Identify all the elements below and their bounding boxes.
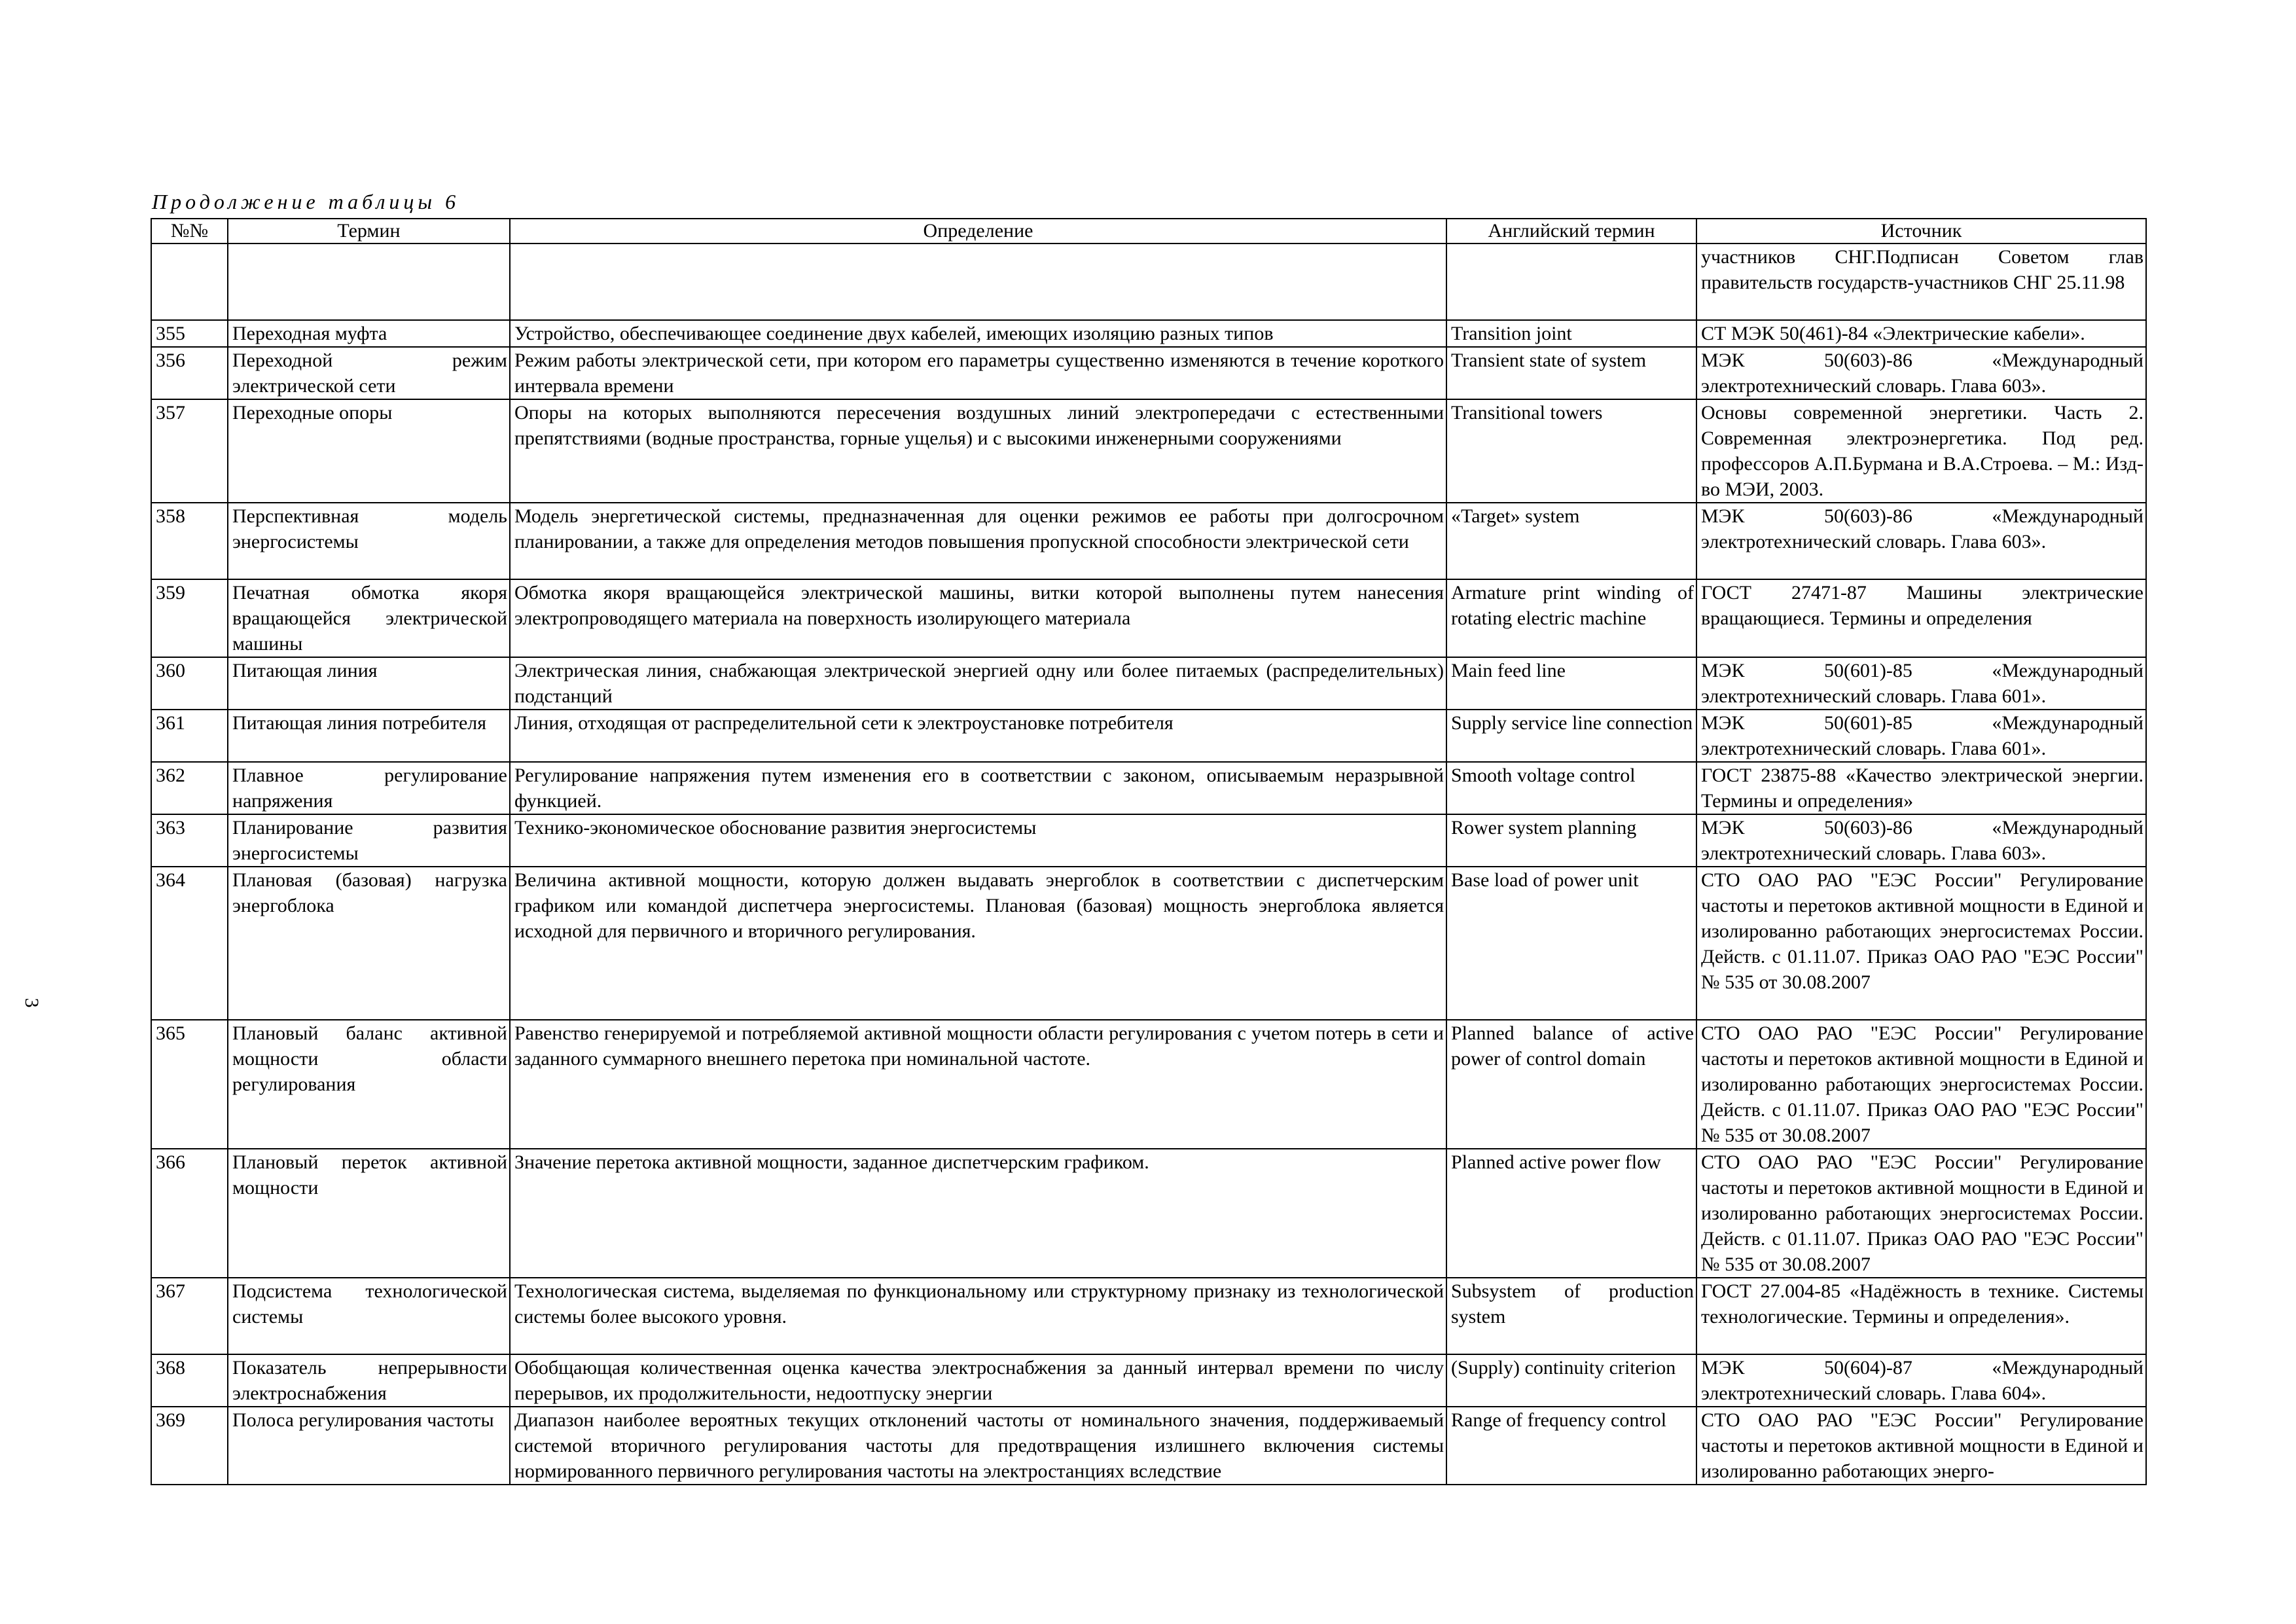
cell-number: 369 [151, 1407, 228, 1485]
terms-table [151, 218, 2147, 1485]
cell-source: ГОСТ 27.004-85 «Надёжность в технике. Системы технологические. Термины и определения». [1696, 1278, 2146, 1354]
cell-number: 362 [151, 762, 228, 814]
cell-source: МЭК 50(601)-85 «Международный электротехнический словарь. Глава 601». [1696, 657, 2146, 710]
cell-definition: Диапазон наиболее вероятных текущих отклонений частоты от номинального значения, поддерживаемый системой вторичного регулирования частоты для предотвращения излишнего включения системы нормированного первичного регулирования частоты на электростанциях вследствие [510, 1407, 1446, 1485]
cell-definition: Обобщающая количественная оценка качества электроснабжения за данный интервал времени по числу перерывов, их продолжительности, недоотпуску энергии [510, 1354, 1446, 1407]
cell-source: СТ МЭК 50(461)-84 «Электрические кабели». [1696, 320, 2146, 347]
table-row [151, 867, 2146, 1020]
cell-term: Питающая линия потребителя [228, 710, 510, 762]
table-row [151, 244, 2146, 320]
cell-english-term: Armature print winding of rotating electric machine [1446, 579, 1696, 657]
cell-english-term: (Supply) continuity criterion [1446, 1354, 1696, 1407]
cell-english-term: Subsystem of production system [1446, 1278, 1696, 1354]
cell-source: СТО ОАО РАО "ЕЭС России" Регулирование частоты и перетоков активной мощности в Единой и изолированно работающих энергосистемах России. Действ. с 01.11.07. Приказ ОАО РАО "ЕЭС России" № 535 от 30.08.2007 [1696, 867, 2146, 1020]
cell-term: Плановая (базовая) нагрузка энергоблока [228, 867, 510, 1020]
cell-number: 358 [151, 503, 228, 579]
table-row [151, 762, 2146, 814]
cell-source: Основы современной энергетики. Часть 2. Современная электроэнергетика. Под ред. профессоров А.П.Бурмана и В.А.Строева. – М.: Изд-во МЭИ, 2003. [1696, 399, 2146, 503]
cell-term: Плановый баланс активной мощности области регулирования [228, 1020, 510, 1149]
cell-definition [510, 244, 1446, 320]
cell-source: МЭК 50(601)-85 «Международный электротехнический словарь. Глава 601». [1696, 710, 2146, 762]
cell-definition: Опоры на которых выполняются пересечения воздушных линий электропередачи с естественными препятствиями (водные пространства, горные ущелья) и с высокими инженерными сооружениями [510, 399, 1446, 503]
cell-source: МЭК 50(603)-86 «Международный электротехнический словарь. Глава 603». [1696, 814, 2146, 867]
cell-number: 355 [151, 320, 228, 347]
cell-english-term [1446, 244, 1696, 320]
cell-definition: Равенство генерируемой и потребляемой активной мощности области регулирования с учетом потерь в сети и заданного суммарного внешнего перетока при номинальной частоте. [510, 1020, 1446, 1149]
table-row [151, 347, 2146, 399]
cell-source: СТО ОАО РАО "ЕЭС России" Регулирование частоты и перетоков активной мощности в Единой и изолированно работающих энергосистемах России. Действ. с 01.11.07. Приказ ОАО РАО "ЕЭС России" № 535 от 30.08.2007 [1696, 1149, 2146, 1278]
cell-number: 363 [151, 814, 228, 867]
table-row [151, 1020, 2146, 1149]
cell-definition: Значение перетока активной мощности, заданное диспетчерским графиком. [510, 1149, 1446, 1278]
cell-term: Планирование развития энергосистемы [228, 814, 510, 867]
cell-source: СТО ОАО РАО "ЕЭС России" Регулирование частоты и перетоков активной мощности в Единой и изолированно работающих энергосистемах России. Действ. с 01.11.07. Приказ ОАО РАО "ЕЭС России" № 535 от 30.08.2007 [1696, 1020, 2146, 1149]
cell-definition: Линия, отходящая от распределительной сети к электроустановке потребителя [510, 710, 1446, 762]
cell-number [151, 244, 228, 320]
cell-english-term: Transitional towers [1446, 399, 1696, 503]
cell-term: Питающая линия [228, 657, 510, 710]
header-source: Источник [1696, 219, 2146, 244]
page-number: 3 [21, 998, 43, 1008]
cell-term: Перспективная модель энергосистемы [228, 503, 510, 579]
cell-term: Плановый переток активной мощности [228, 1149, 510, 1278]
cell-english-term: «Target» system [1446, 503, 1696, 579]
cell-english-term: Planned active power flow [1446, 1149, 1696, 1278]
cell-term: Показатель непрерывности электроснабжения [228, 1354, 510, 1407]
cell-source: ГОСТ 23875-88 «Качество электрической энергии. Термины и определения» [1696, 762, 2146, 814]
cell-number: 366 [151, 1149, 228, 1278]
cell-definition: Электрическая линия, снабжающая электрической энергией одну или более питаемых (распределительных) подстанций [510, 657, 1446, 710]
cell-number: 367 [151, 1278, 228, 1354]
cell-source: участников СНГ.Подписан Советом глав правительств государств-участников СНГ 25.11.98 [1696, 244, 2146, 320]
table-row [151, 1149, 2146, 1278]
cell-term: Плавное регулирование напряжения [228, 762, 510, 814]
cell-number: 359 [151, 579, 228, 657]
cell-source: МЭК 50(603)-86 «Международный электротехнический словарь. Глава 603». [1696, 503, 2146, 579]
cell-term: Печатная обмотка якоря вращающейся электрической машины [228, 579, 510, 657]
cell-source: МЭК 50(604)-87 «Международный электротехнический словарь. Глава 604». [1696, 1354, 2146, 1407]
cell-source: ГОСТ 27471-87 Машины электрические вращающиеся. Термины и определения [1696, 579, 2146, 657]
cell-definition: Величина активной мощности, которую должен выдавать энергоблок в соответствии с диспетчерским графиком или командой диспетчера энергосистемы. Плановая (базовая) мощность энергоблока является исходной для первичного и вторичного регулирования. [510, 867, 1446, 1020]
cell-term [228, 244, 510, 320]
table-row [151, 814, 2146, 867]
table-row [151, 1354, 2146, 1407]
cell-term: Переходные опоры [228, 399, 510, 503]
cell-term: Полоса регулирования частоты [228, 1407, 510, 1485]
cell-definition: Режим работы электрической сети, при котором его параметры существенно изменяются в течение короткого интервала времени [510, 347, 1446, 399]
cell-source: СТО ОАО РАО "ЕЭС России" Регулирование частоты и перетоков активной мощности в Единой и изолированно работающих энерго- [1696, 1407, 2146, 1485]
cell-english-term: Rower system planning [1446, 814, 1696, 867]
header-number: №№ [151, 219, 228, 244]
table-header-row [151, 219, 2146, 244]
cell-english-term: Transition joint [1446, 320, 1696, 347]
cell-english-term: Planned balance of active power of control domain [1446, 1020, 1696, 1149]
cell-term: Подсистема технологической системы [228, 1278, 510, 1354]
header-definition: Определение [510, 219, 1446, 244]
cell-number: 357 [151, 399, 228, 503]
cell-number: 364 [151, 867, 228, 1020]
cell-definition: Технологическая система, выделяемая по функциональному или структурному признаку из технологической системы более высокого уровня. [510, 1278, 1446, 1354]
cell-definition: Технико-экономическое обоснование развития энергосистемы [510, 814, 1446, 867]
cell-english-term: Main feed line [1446, 657, 1696, 710]
table-row [151, 1407, 2146, 1485]
cell-term: Переходной режим электрической сети [228, 347, 510, 399]
cell-english-term: Base load of power unit [1446, 867, 1696, 1020]
header-term: Термин [228, 219, 510, 244]
header-english-term: Английский термин [1446, 219, 1696, 244]
cell-source: МЭК 50(603)-86 «Международный электротехнический словарь. Глава 603». [1696, 347, 2146, 399]
cell-definition: Обмотка якоря вращающейся электрической машины, витки которой выполнены путем нанесения электропроводящего материала на поверхность изолирующего материала [510, 579, 1446, 657]
cell-number: 361 [151, 710, 228, 762]
cell-definition: Регулирование напряжения путем изменения его в соответствии с законом, описываемым неразрывной функцией. [510, 762, 1446, 814]
cell-english-term: Range of frequency control [1446, 1407, 1696, 1485]
table-row [151, 710, 2146, 762]
cell-english-term: Supply service line connection [1446, 710, 1696, 762]
cell-number: 368 [151, 1354, 228, 1407]
cell-english-term: Transient state of system [1446, 347, 1696, 399]
table-row [151, 320, 2146, 347]
table-row [151, 657, 2146, 710]
table-row [151, 1278, 2146, 1354]
table-row [151, 399, 2146, 503]
table-row [151, 579, 2146, 657]
cell-number: 365 [151, 1020, 228, 1149]
cell-english-term: Smooth voltage control [1446, 762, 1696, 814]
table-row [151, 503, 2146, 579]
cell-term: Переходная муфта [228, 320, 510, 347]
cell-number: 356 [151, 347, 228, 399]
cell-number: 360 [151, 657, 228, 710]
cell-definition: Модель энергетической системы, предназначенная для оценки режимов ее работы при долгосрочном планировании, а также для определения методов повышения пропускной способности электрической сети [510, 503, 1446, 579]
table-caption: Продолжение таблицы 6 [152, 190, 460, 213]
cell-definition: Устройство, обеспечивающее соединение двух кабелей, имеющих изоляцию разных типов [510, 320, 1446, 347]
